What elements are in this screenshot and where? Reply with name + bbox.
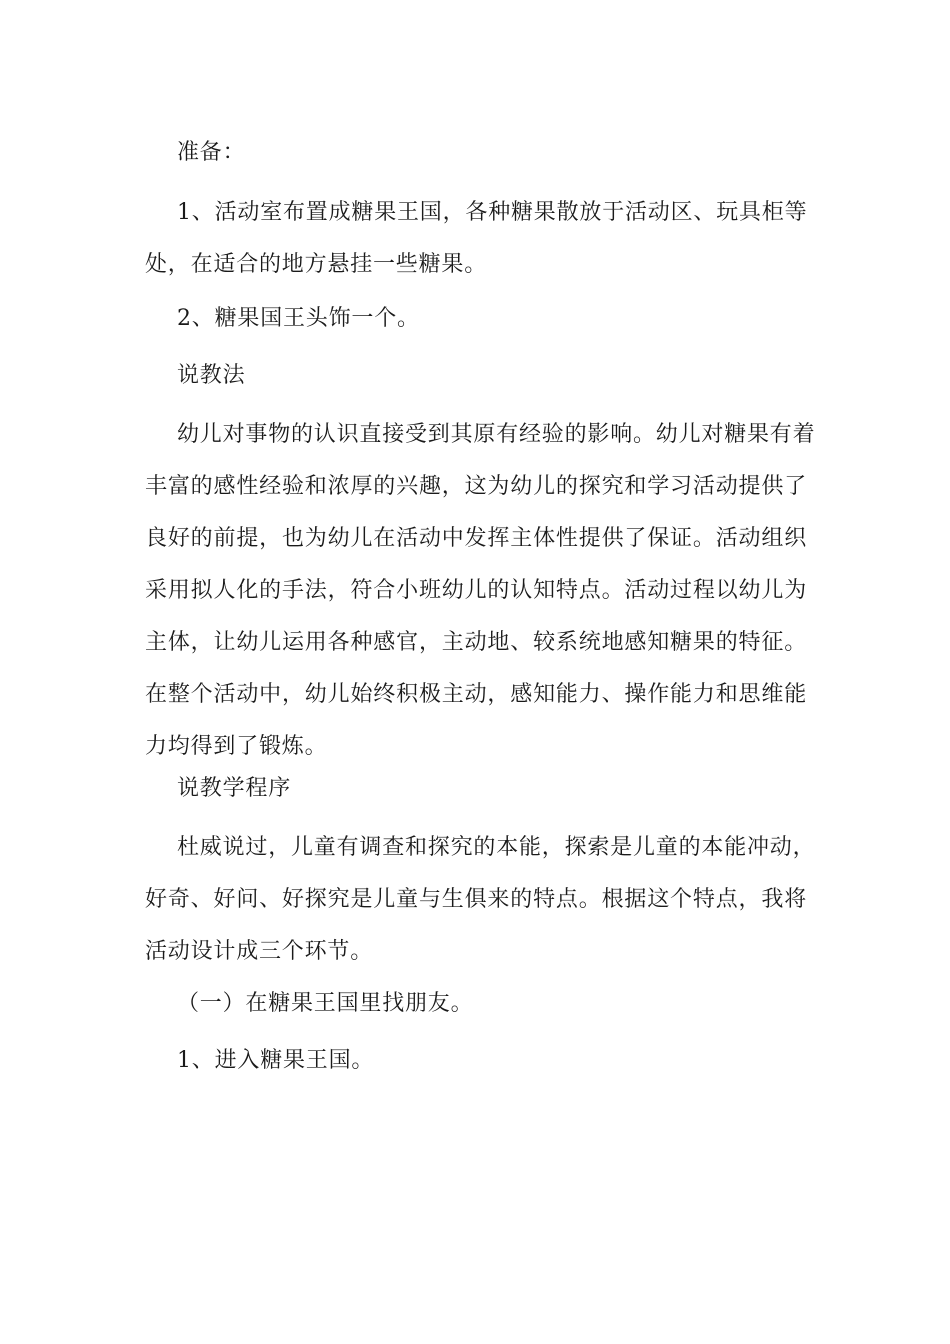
paragraph-prep-item-1 <box>145 187 807 291</box>
paragraph-method-heading <box>145 350 807 402</box>
paragraph-section-1-heading <box>145 978 807 1030</box>
text-line: 处，在适合的地方悬挂一些糖果。 <box>145 252 488 277</box>
text-line: 主体，让幼儿运用各种感官，主动地、较系统地感知糖果的特征。 <box>145 630 807 655</box>
text-line: 在整个活动中，幼儿始终积极主动，感知能力、操作能力和思维能 <box>145 682 807 707</box>
text-line: 1、活动室布置成糖果王国，各种糖果散放于活动区、玩具柜等 <box>177 200 808 225</box>
text-line: 准备： <box>177 140 246 165</box>
paragraph-prep-item-2 <box>145 293 807 345</box>
paragraph-section-1-item-1 <box>145 1035 807 1087</box>
text-line: 力均得到了锻炼。 <box>145 734 328 759</box>
text-line: 好奇、好问、好探究是儿童与生俱来的特点。根据这个特点，我将 <box>145 887 807 912</box>
text-line: 丰富的感性经验和浓厚的兴趣，这为幼儿的探究和学习活动提供了 <box>145 474 807 499</box>
text-line: 说教法 <box>177 363 246 388</box>
text-line: 幼儿对事物的认识直接受到其原有经验的影响。幼儿对糖果有着 <box>177 422 816 447</box>
text-line: 良好的前提，也为幼儿在活动中发挥主体性提供了保证。活动组织 <box>145 526 807 551</box>
paragraph-procedure-heading <box>145 763 807 815</box>
text-line: 采用拟人化的手法，符合小班幼儿的认知特点。活动过程以幼儿为 <box>145 578 807 603</box>
paragraph-prep-heading <box>145 127 807 179</box>
text-line: 1、进入糖果王国。 <box>177 1048 375 1073</box>
paragraph-method-body <box>145 409 816 773</box>
text-line: 2、糖果国王头饰一个。 <box>177 306 420 331</box>
text-line: 活动设计成三个环节。 <box>145 939 374 964</box>
paragraph-procedure-body <box>145 822 816 978</box>
text-line: 说教学程序 <box>177 776 292 801</box>
text-line: 杜威说过，儿童有调查和探究的本能，探索是儿童的本能冲动， <box>177 835 816 860</box>
text-line: （一）在糖果王国里找朋友。 <box>177 991 474 1016</box>
